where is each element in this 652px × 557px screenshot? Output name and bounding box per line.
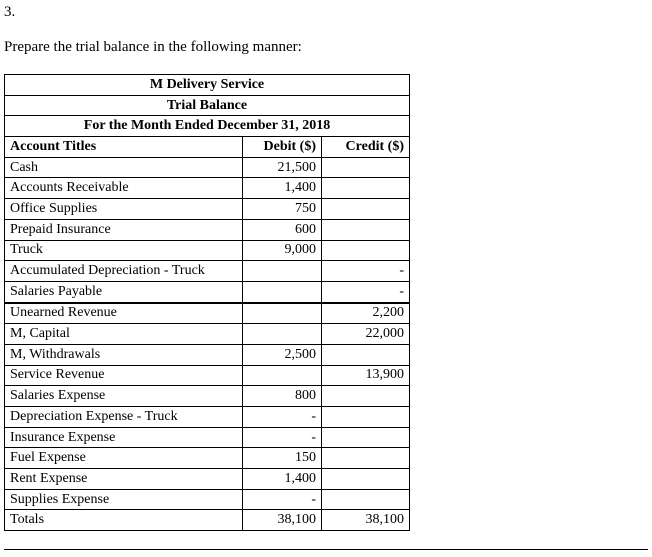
account-title: Salaries Expense — [5, 386, 243, 407]
account-title: Accumulated Depreciation - Truck — [5, 261, 243, 282]
credit-amount — [322, 157, 410, 178]
question-number: 3. — [4, 4, 16, 20]
table-row — [5, 344, 410, 365]
debit-amount: 800 — [243, 386, 322, 407]
credit-amount — [322, 407, 410, 428]
debit-amount — [243, 281, 322, 302]
credit-amount — [322, 386, 410, 407]
debit-amount: 750 — [243, 199, 322, 220]
account-title: M, Capital — [5, 324, 243, 345]
totals-row — [5, 510, 410, 531]
header-report-row — [5, 95, 410, 116]
table-row — [5, 199, 410, 220]
credit-amount: 13,900 — [322, 365, 410, 386]
total-credit: 38,100 — [322, 510, 410, 531]
credit-amount — [322, 489, 410, 510]
account-title: Prepaid Insurance — [5, 219, 243, 240]
table-row — [5, 448, 410, 469]
credit-amount — [322, 469, 410, 490]
divider — [4, 549, 648, 550]
credit-amount: 2,200 — [322, 303, 410, 324]
table-row — [5, 178, 410, 199]
total-debit: 38,100 — [243, 510, 322, 531]
credit-amount — [322, 427, 410, 448]
credit-header: Credit ($) — [322, 137, 410, 158]
debit-amount: - — [243, 427, 322, 448]
account-title: Service Revenue — [5, 365, 243, 386]
debit-amount — [243, 261, 322, 282]
header-period-row — [5, 116, 410, 137]
debit-amount: 150 — [243, 448, 322, 469]
report-period: For the Month Ended December 31, 2018 — [5, 116, 410, 137]
table-row — [5, 240, 410, 261]
debit-amount: 21,500 — [243, 157, 322, 178]
table-row — [5, 469, 410, 490]
company-name: M Delivery Service — [5, 75, 410, 96]
table-row — [5, 261, 410, 282]
account-title: Supplies Expense — [5, 489, 243, 510]
debit-amount: - — [243, 489, 322, 510]
account-title: M, Withdrawals — [5, 344, 243, 365]
account-title: Insurance Expense — [5, 427, 243, 448]
account-title: Truck — [5, 240, 243, 261]
column-header-row — [5, 137, 410, 158]
account-title: Office Supplies — [5, 199, 243, 220]
credit-amount — [322, 178, 410, 199]
credit-amount — [322, 199, 410, 220]
account-title: Rent Expense — [5, 469, 243, 490]
debit-amount: 1,400 — [243, 178, 322, 199]
credit-amount — [322, 219, 410, 240]
account-title: Salaries Payable — [5, 281, 243, 302]
debit-amount: 9,000 — [243, 240, 322, 261]
debit-header: Debit ($) — [243, 137, 322, 158]
header-company-row — [5, 75, 410, 96]
instruction-text: Prepare the trial balance in the following manner: — [4, 39, 302, 55]
debit-amount — [243, 365, 322, 386]
table-row — [5, 365, 410, 386]
debit-amount: 2,500 — [243, 344, 322, 365]
table-row — [5, 303, 410, 324]
table-row — [5, 386, 410, 407]
table-row — [5, 407, 410, 428]
account-title: Accounts Receivable — [5, 178, 243, 199]
debit-amount: - — [243, 407, 322, 428]
debit-amount — [243, 324, 322, 345]
credit-amount: - — [322, 261, 410, 282]
account-title: Cash — [5, 157, 243, 178]
totals-label: Totals — [5, 510, 243, 531]
table-row — [5, 427, 410, 448]
account-title: Depreciation Expense - Truck — [5, 407, 243, 428]
table-row — [5, 219, 410, 240]
credit-amount — [322, 240, 410, 261]
account-title: Unearned Revenue — [5, 303, 243, 324]
table-row — [5, 281, 410, 302]
table-row — [5, 324, 410, 345]
account-title: Fuel Expense — [5, 448, 243, 469]
credit-amount — [322, 344, 410, 365]
table-row — [5, 489, 410, 510]
debit-amount — [243, 303, 322, 324]
credit-amount — [322, 448, 410, 469]
credit-amount: - — [322, 281, 410, 302]
account-titles-header: Account Titles — [5, 137, 243, 158]
table-row — [5, 157, 410, 178]
report-title: Trial Balance — [5, 95, 410, 116]
debit-amount: 1,400 — [243, 469, 322, 490]
debit-amount: 600 — [243, 219, 322, 240]
credit-amount: 22,000 — [322, 324, 410, 345]
trial-balance-table — [4, 74, 410, 531]
